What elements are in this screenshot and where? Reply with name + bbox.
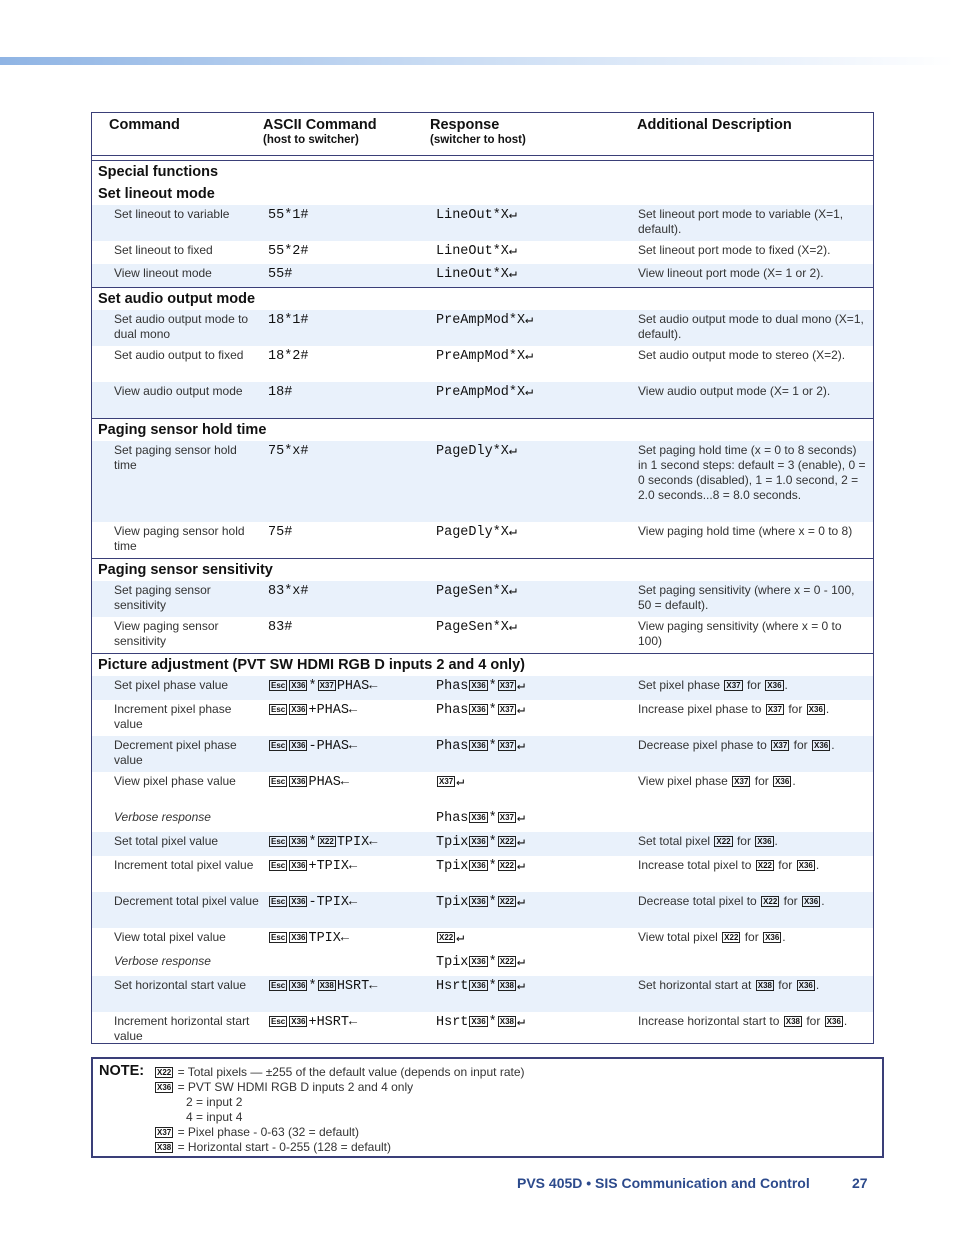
ascii-command-cell: 83# bbox=[268, 620, 293, 635]
response-cell: Tpix X36 * X22 ↵ bbox=[436, 859, 526, 874]
variable-tag-x36: X36 bbox=[471, 813, 486, 822]
header-description: Additional Description bbox=[637, 117, 792, 133]
note-line: X36 = PVT SW HDMI RGB D inputs 2 and 4 only bbox=[157, 1080, 414, 1094]
variable-tag-x22: X22 bbox=[319, 837, 334, 846]
response-cell: PageDly*X↵ bbox=[436, 525, 518, 540]
table-section bbox=[92, 287, 873, 418]
description-cell: Set lineout port mode to variable (X=1, default). bbox=[638, 207, 844, 236]
section-title: Paging sensor sensitivity bbox=[98, 562, 273, 578]
table-row bbox=[92, 241, 873, 264]
command-cell: View audio output mode bbox=[114, 384, 243, 398]
command-cell: Set lineout to fixed bbox=[114, 243, 213, 257]
table-row bbox=[92, 928, 873, 952]
command-cell: Increment horizontal start value bbox=[114, 1014, 250, 1043]
response-cell: PageSen*X↵ bbox=[436, 584, 518, 599]
variable-tag-x36: X36 bbox=[291, 861, 306, 870]
variable-tag-x36: X36 bbox=[808, 705, 823, 714]
header-ascii-col bbox=[263, 117, 377, 146]
table-row bbox=[92, 205, 873, 241]
ascii-command-cell: Esc X36 * X38 HSRT← bbox=[271, 979, 378, 994]
description-cell: Decrease total pixel to X22 for X36 . bbox=[638, 894, 825, 908]
command-cell: View pixel phase value bbox=[114, 774, 236, 788]
response-cell: Tpix X36 * X22 ↵ bbox=[436, 895, 526, 910]
variable-tag-x36: X36 bbox=[775, 777, 790, 786]
variable-tag-x36: X36 bbox=[471, 681, 486, 690]
command-table bbox=[91, 112, 874, 1044]
description-cell: Set lineout port mode to fixed (X=2). bbox=[638, 243, 831, 257]
variable-tag-x36: X36 bbox=[471, 957, 486, 966]
variable-tag-x36: X36 bbox=[826, 1017, 841, 1026]
ascii-command-cell: 18*2# bbox=[268, 349, 309, 364]
variable-tag-x36: X36 bbox=[291, 741, 306, 750]
response-cell: LineOut*X↵ bbox=[436, 208, 518, 223]
table-row bbox=[92, 346, 873, 382]
variable-tag-esc: Esc bbox=[271, 741, 286, 750]
variable-tag-x36: X36 bbox=[291, 897, 306, 906]
variable-tag-x37: X37 bbox=[767, 705, 782, 714]
table-section bbox=[92, 558, 873, 653]
header-accent-bar bbox=[0, 57, 954, 65]
variable-tag-esc: Esc bbox=[271, 777, 286, 786]
section-title: Set lineout mode bbox=[98, 186, 215, 202]
variable-tag-x37: X37 bbox=[499, 705, 514, 714]
description-cell: View lineout port mode (X= 1 or 2). bbox=[638, 266, 824, 280]
ascii-command-cell: 18*1# bbox=[268, 313, 309, 328]
description-cell: Set audio output mode to stereo (X=2). bbox=[638, 348, 846, 362]
command-cell: Set total pixel value bbox=[114, 834, 219, 848]
description-cell: View paging sensitivity (where x = 0 to 100) bbox=[638, 619, 842, 648]
command-cell: Increment total pixel value bbox=[114, 858, 254, 872]
command-cell: Set audio output to fixed bbox=[114, 348, 244, 362]
ascii-command-cell: Esc X36 +PHAS← bbox=[271, 703, 358, 718]
table-row bbox=[92, 808, 873, 832]
header-command: Command bbox=[109, 117, 180, 133]
table-row bbox=[92, 736, 873, 772]
ascii-command-cell: 18# bbox=[268, 385, 293, 400]
description-cell: Set paging hold time (x = 0 to 8 seconds) in 1 second steps: default = 3 (enable), 0 = 0 seconds (disabled), 1 = 1.0 second, 2 = 2.0 seconds...8 = 8.0 seconds. bbox=[638, 443, 866, 502]
table-section bbox=[92, 418, 873, 558]
table-section bbox=[92, 653, 873, 1044]
response-cell: X22 ↵ bbox=[439, 931, 465, 946]
variable-tag-x36: X36 bbox=[291, 705, 306, 714]
variable-tag-x22: X22 bbox=[499, 837, 514, 846]
table-row bbox=[92, 676, 873, 700]
variable-tag-esc: Esc bbox=[271, 1017, 286, 1026]
ascii-command-cell: 55# bbox=[268, 267, 293, 282]
response-cell: PreAmpMod*X↵ bbox=[436, 313, 534, 328]
variable-tag-x38: X38 bbox=[785, 1017, 800, 1026]
variable-tag-esc: Esc bbox=[271, 933, 286, 942]
note-line: X22 = Total pixels — ±255 of the default value (depends on input rate) bbox=[157, 1065, 525, 1079]
variable-tag-x38: X38 bbox=[757, 981, 772, 990]
variable-tag-x36: X36 bbox=[471, 837, 486, 846]
header-ascii: ASCII Command bbox=[263, 117, 377, 133]
variable-tag-x37: X37 bbox=[157, 1128, 172, 1137]
variable-tag-esc: Esc bbox=[271, 981, 286, 990]
variable-tag-x36: X36 bbox=[798, 981, 813, 990]
variable-tag-x22: X22 bbox=[724, 933, 739, 942]
description-cell: Increase horizontal start to X38 for X36 . bbox=[638, 1014, 848, 1028]
variable-tag-x36: X36 bbox=[471, 741, 486, 750]
table-row bbox=[92, 310, 873, 346]
ascii-command-cell: 55*1# bbox=[268, 208, 309, 223]
command-cell: Set pixel phase value bbox=[114, 678, 229, 692]
table-row bbox=[92, 441, 873, 522]
command-cell: Set audio output mode to dual mono bbox=[114, 312, 249, 341]
table-row bbox=[92, 382, 873, 418]
variable-tag-x22: X22 bbox=[763, 897, 778, 906]
variable-tag-x22: X22 bbox=[499, 957, 514, 966]
ascii-command-cell: Esc X36 -PHAS← bbox=[271, 739, 358, 754]
variable-tag-x37: X37 bbox=[439, 777, 454, 786]
description-cell: View total pixel X22 for X36 . bbox=[638, 930, 786, 944]
variable-tag-esc: Esc bbox=[271, 705, 286, 714]
variable-tag-x36: X36 bbox=[291, 777, 306, 786]
variable-tag-x37: X37 bbox=[499, 813, 514, 822]
response-cell: Tpix X36 * X22 ↵ bbox=[436, 835, 526, 850]
section-title: Paging sensor hold time bbox=[98, 422, 267, 438]
variable-tag-x36: X36 bbox=[471, 1017, 486, 1026]
note-lines bbox=[154, 1065, 525, 1155]
description-cell: View audio output mode (X= 1 or 2). bbox=[638, 384, 831, 398]
response-cell: Phas X36 * X37 ↵ bbox=[436, 811, 526, 826]
command-cell: Set lineout to variable bbox=[114, 207, 230, 221]
page-number: 27 bbox=[852, 1175, 868, 1191]
note-line: 4 = input 4 bbox=[186, 1110, 243, 1124]
command-cell: Increment pixel phase value bbox=[114, 702, 232, 731]
variable-tag-x36: X36 bbox=[471, 705, 486, 714]
section-title: Special functions bbox=[98, 164, 219, 180]
command-cell: View paging sensor sensitivity bbox=[114, 619, 219, 648]
variable-tag-x36: X36 bbox=[471, 861, 486, 870]
variable-tag-x22: X22 bbox=[439, 933, 454, 942]
command-cell: Set paging sensor sensitivity bbox=[114, 583, 211, 612]
variable-tag-x37: X37 bbox=[726, 681, 741, 690]
variable-tag-x36: X36 bbox=[765, 933, 780, 942]
variable-tag-x37: X37 bbox=[319, 681, 334, 690]
command-cell: Decrement total pixel value bbox=[114, 894, 259, 908]
variable-tag-x37: X37 bbox=[499, 741, 514, 750]
response-cell: PageDly*X↵ bbox=[436, 444, 518, 459]
variable-tag-x38: X38 bbox=[157, 1143, 172, 1152]
variable-tag-x37: X37 bbox=[773, 741, 788, 750]
variable-tag-esc: Esc bbox=[271, 861, 286, 870]
footer-title: PVS 405D • SIS Communication and Control bbox=[517, 1175, 810, 1191]
note-line: X38 = Horizontal start - 0-255 (128 = default) bbox=[157, 1140, 392, 1154]
command-cell: View paging sensor hold time bbox=[114, 524, 245, 553]
description-cell: Set audio output mode to dual mono (X=1, default). bbox=[638, 312, 864, 341]
variable-tag-x36: X36 bbox=[291, 1017, 306, 1026]
header-ascii-sub: (host to switcher) bbox=[263, 134, 359, 146]
header-response-sub: (switcher to host) bbox=[430, 134, 526, 146]
response-cell: Hsrt X36 * X38 ↵ bbox=[436, 1015, 526, 1030]
response-cell: Tpix X36 * X22 ↵ bbox=[436, 955, 526, 970]
table-row bbox=[92, 264, 873, 287]
description-cell: Set pixel phase X37 for X36 . bbox=[638, 678, 788, 692]
variable-tag-esc: Esc bbox=[271, 681, 286, 690]
description-cell: Set horizontal start at X38 for X36 . bbox=[638, 978, 820, 992]
variable-tag-x22: X22 bbox=[499, 861, 514, 870]
variable-tag-x22: X22 bbox=[157, 1068, 172, 1077]
command-cell: Set horizontal start value bbox=[114, 978, 247, 992]
ascii-command-cell: Esc X36 * X22 TPIX← bbox=[271, 835, 378, 850]
command-cell: View total pixel value bbox=[114, 930, 226, 944]
variable-tag-x36: X36 bbox=[471, 897, 486, 906]
variable-tag-esc: Esc bbox=[271, 837, 286, 846]
description-cell: View paging hold time (where x = 0 to 8) bbox=[638, 524, 853, 538]
table-header bbox=[92, 113, 873, 156]
table-section bbox=[92, 161, 873, 287]
command-cell: Verbose response bbox=[114, 810, 211, 824]
variable-tag-x36: X36 bbox=[291, 837, 306, 846]
ascii-command-cell: 75# bbox=[268, 525, 293, 540]
table-row bbox=[92, 772, 873, 808]
variable-tag-x22: X22 bbox=[757, 861, 772, 870]
table-row bbox=[92, 856, 873, 892]
variable-tag-x38: X38 bbox=[319, 981, 334, 990]
variable-tag-x36: X36 bbox=[157, 1083, 172, 1092]
variable-tag-x36: X36 bbox=[291, 981, 306, 990]
note-line: 2 = input 2 bbox=[186, 1095, 243, 1109]
table-row bbox=[92, 832, 873, 856]
response-cell: Phas X36 * X37 ↵ bbox=[436, 679, 526, 694]
table-body bbox=[92, 161, 873, 1044]
command-cell: Verbose response bbox=[114, 954, 211, 968]
ascii-command-cell: Esc X36 * X37 PHAS← bbox=[271, 679, 378, 694]
ascii-command-cell: 55*2# bbox=[268, 244, 309, 259]
header-response-col bbox=[430, 117, 526, 146]
description-cell: Decrease pixel phase to X37 for X36 . bbox=[638, 738, 835, 752]
variable-tag-x37: X37 bbox=[499, 681, 514, 690]
ascii-command-cell: Esc X36 -TPIX← bbox=[271, 895, 358, 910]
note-box bbox=[91, 1057, 884, 1158]
table-row bbox=[92, 1012, 873, 1044]
variable-tag-x37: X37 bbox=[734, 777, 749, 786]
response-cell: Phas X36 * X37 ↵ bbox=[436, 703, 526, 718]
section-title: Picture adjustment (PVT SW HDMI RGB D inputs 2 and 4 only) bbox=[98, 657, 525, 673]
description-cell: Set total pixel X22 for X36 . bbox=[638, 834, 778, 848]
section-title: Set audio output mode bbox=[98, 291, 256, 307]
ascii-command-cell: Esc X36 +TPIX← bbox=[271, 859, 358, 874]
variable-tag-x22: X22 bbox=[499, 897, 514, 906]
variable-tag-x22: X22 bbox=[716, 837, 731, 846]
ascii-command-cell: Esc X36 +HSRT← bbox=[271, 1015, 358, 1030]
note-line: X37 = Pixel phase - 0-63 (32 = default) bbox=[157, 1125, 360, 1139]
table-row bbox=[92, 976, 873, 1012]
response-cell: Hsrt X36 * X38 ↵ bbox=[436, 979, 526, 994]
variable-tag-x36: X36 bbox=[291, 933, 306, 942]
table-row bbox=[92, 581, 873, 617]
variable-tag-x38: X38 bbox=[499, 981, 514, 990]
table-row bbox=[92, 617, 873, 653]
response-cell: PreAmpMod*X↵ bbox=[436, 349, 534, 364]
command-cell: Set paging sensor hold time bbox=[114, 443, 237, 472]
header-response: Response bbox=[430, 117, 500, 133]
variable-tag-x36: X36 bbox=[757, 837, 772, 846]
command-cell: Decrement pixel phase value bbox=[114, 738, 237, 767]
table-row bbox=[92, 892, 873, 928]
response-cell: PageSen*X↵ bbox=[436, 620, 518, 635]
description-cell: Set paging sensitivity (where x = 0 - 100, 50 = default). bbox=[638, 583, 855, 612]
description-cell: Increase pixel phase to X37 for X36 . bbox=[638, 702, 830, 716]
variable-tag-x36: X36 bbox=[291, 681, 306, 690]
table-row bbox=[92, 952, 873, 976]
ascii-command-cell: 83*x# bbox=[268, 584, 309, 599]
response-cell: Phas X36 * X37 ↵ bbox=[436, 739, 526, 754]
response-cell: PreAmpMod*X↵ bbox=[436, 385, 534, 400]
table-row bbox=[92, 522, 873, 558]
description-cell: Increase total pixel to X22 for X36 . bbox=[638, 858, 820, 872]
ascii-command-cell: Esc X36 TPIX← bbox=[271, 931, 349, 946]
variable-tag-esc: Esc bbox=[271, 897, 286, 906]
variable-tag-x36: X36 bbox=[813, 741, 829, 750]
response-cell: LineOut*X↵ bbox=[436, 267, 518, 282]
table-row bbox=[92, 700, 873, 736]
variable-tag-x36: X36 bbox=[803, 897, 819, 906]
variable-tag-x36: X36 bbox=[471, 981, 486, 990]
ascii-command-cell: Esc X36 PHAS← bbox=[271, 775, 349, 790]
response-cell: LineOut*X↵ bbox=[436, 244, 518, 259]
note-label: NOTE: bbox=[99, 1063, 145, 1079]
command-cell: View lineout mode bbox=[114, 266, 212, 280]
variable-tag-x36: X36 bbox=[767, 681, 782, 690]
variable-tag-x38: X38 bbox=[499, 1017, 514, 1026]
variable-tag-x36: X36 bbox=[798, 861, 813, 870]
ascii-command-cell: 75*x# bbox=[268, 444, 309, 459]
response-cell: X37 ↵ bbox=[439, 775, 465, 790]
description-cell: View pixel phase X37 for X36 . bbox=[638, 774, 796, 788]
